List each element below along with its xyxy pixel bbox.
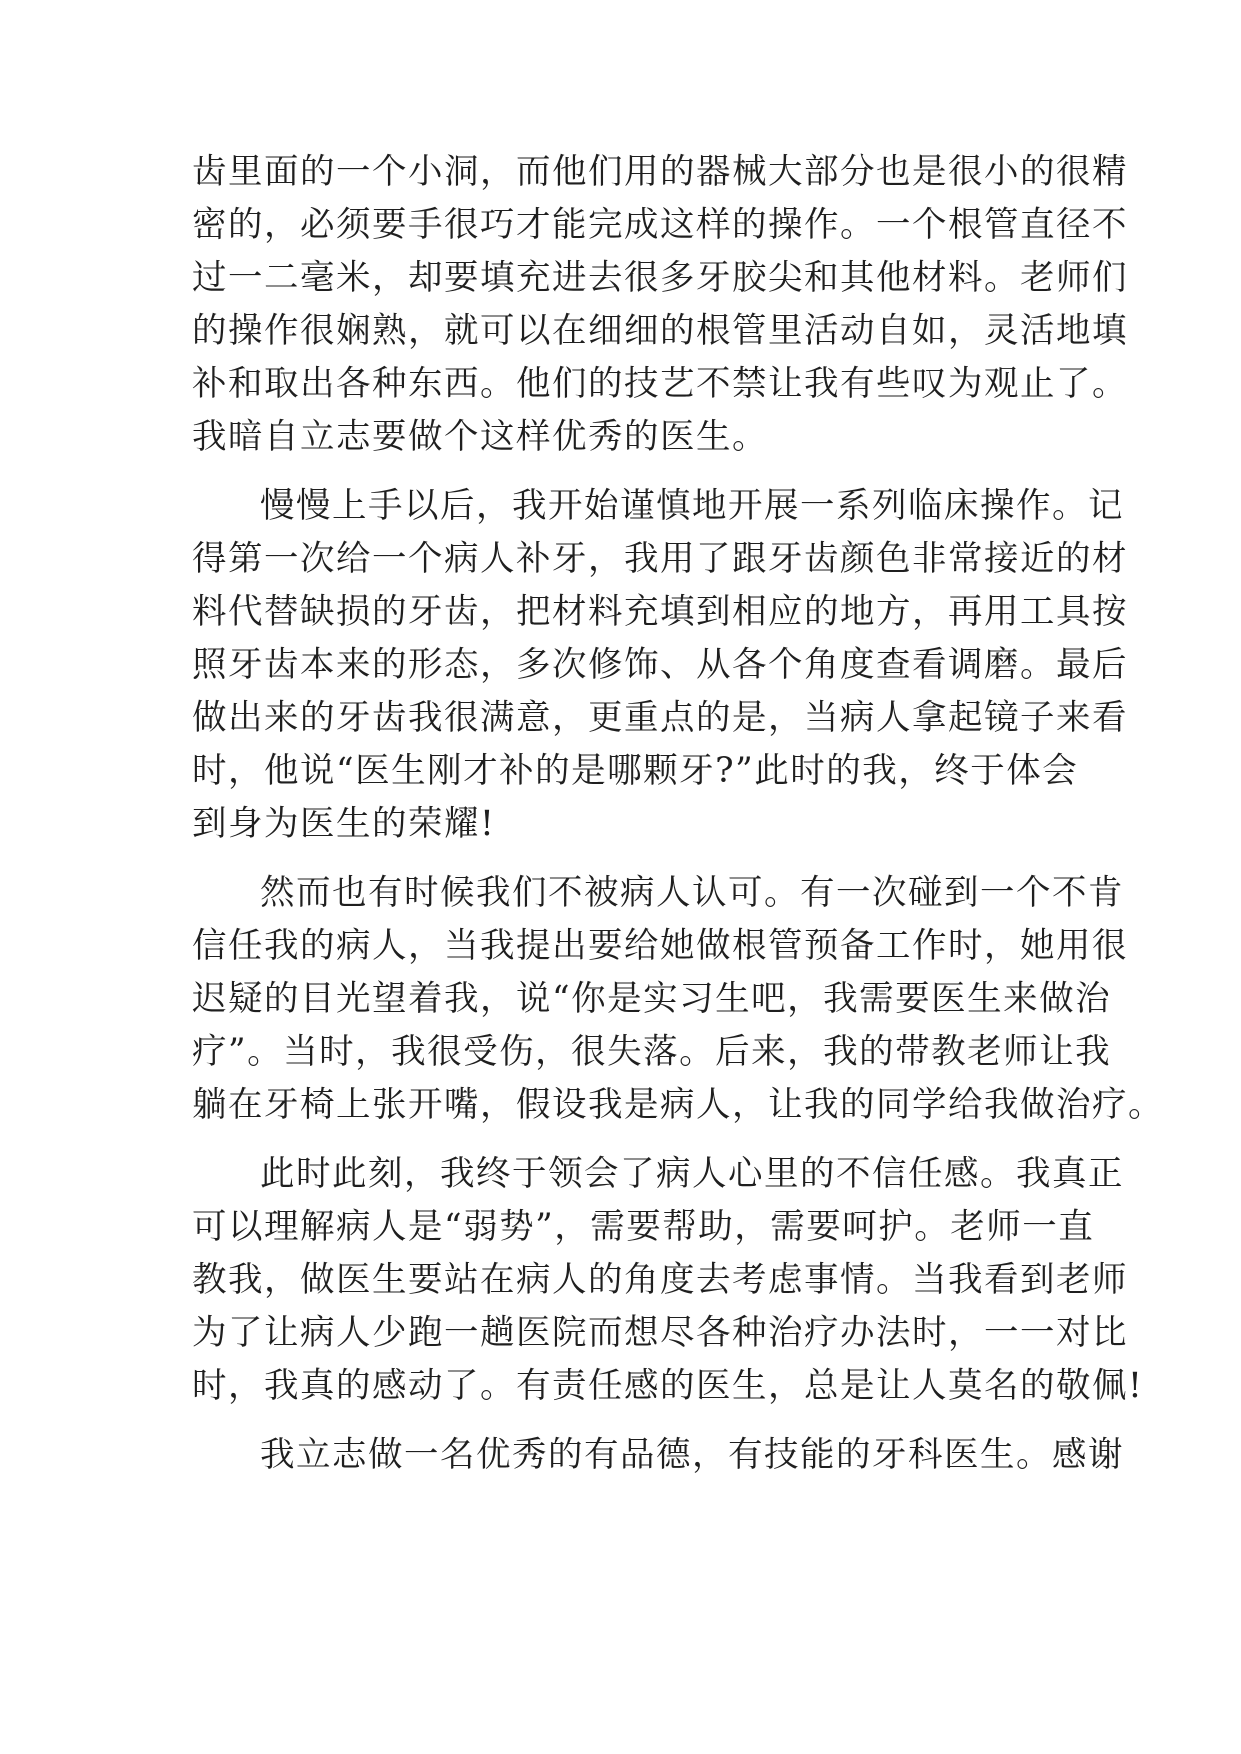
text-line: 得第一次给一个病人补牙，我用了跟牙齿颜色非常接近的材 (192, 539, 1128, 579)
text-line: 时，他说“医生刚才补的是哪颗牙?”此时的我，终于体会 (192, 751, 1079, 791)
paragraph-first-line: 慢慢上手以后，我开始谨慎地开展一系列临床操作。记 (260, 486, 1124, 526)
text-line: 信任我的病人，当我提出要给她做根管预备工作时，她用很 (192, 926, 1128, 966)
text-line: 我暗自立志要做个这样优秀的医生。 (192, 417, 768, 457)
text-line: 时，我真的感动了。有责任感的医生，总是让人莫名的敬佩! (192, 1366, 1144, 1406)
text-line: 密的，必须要手很巧才能完成这样的操作。一个根管直径不 (192, 205, 1128, 245)
text-line: 齿里面的一个小洞，而他们用的器械大部分也是很小的很精 (192, 152, 1128, 192)
text-line: 可以理解病人是“弱势”，需要帮助，需要呵护。老师一直 (192, 1207, 1095, 1247)
text-line: 做出来的牙齿我很满意，更重点的是，当病人拿起镜子来看 (192, 698, 1128, 738)
text-line: 照牙齿本来的形态，多次修饰、从各个角度查看调磨。最后 (192, 645, 1128, 685)
paragraph-first-line: 我立志做一名优秀的有品德，有技能的牙科医生。感谢 (260, 1435, 1124, 1475)
text-line: 的操作很娴熟，就可以在细细的根管里活动自如，灵活地填 (192, 311, 1128, 351)
paragraph-first-line: 然而也有时候我们不被病人认可。有一次碰到一个不肯 (260, 873, 1124, 913)
paragraph-first-line: 此时此刻，我终于领会了病人心里的不信任感。我真正 (260, 1154, 1124, 1194)
text-line: 迟疑的目光望着我，说“你是实习生吧，我需要医生来做治 (192, 979, 1112, 1019)
text-line: 为了让病人少跑一趟医院而想尽各种治疗办法时，一一对比 (192, 1313, 1128, 1353)
text-line: 教我，做医生要站在病人的角度去考虑事情。当我看到老师 (192, 1260, 1128, 1300)
text-line: 到身为医生的荣耀! (192, 804, 496, 844)
text-line: 料代替缺损的牙齿，把材料充填到相应的地方，再用工具按 (192, 592, 1128, 632)
text-line: 疗”。当时，我很受伤，很失落。后来，我的带教老师让我 (192, 1032, 1112, 1072)
text-line: 躺在牙椅上张开嘴，假设我是病人，让我的同学给我做治疗。 (192, 1085, 1164, 1125)
text-line: 补和取出各种东西。他们的技艺不禁让我有些叹为观止了。 (192, 364, 1128, 404)
text-line: 过一二毫米，却要填充进去很多牙胶尖和其他材料。老师们 (192, 258, 1128, 298)
